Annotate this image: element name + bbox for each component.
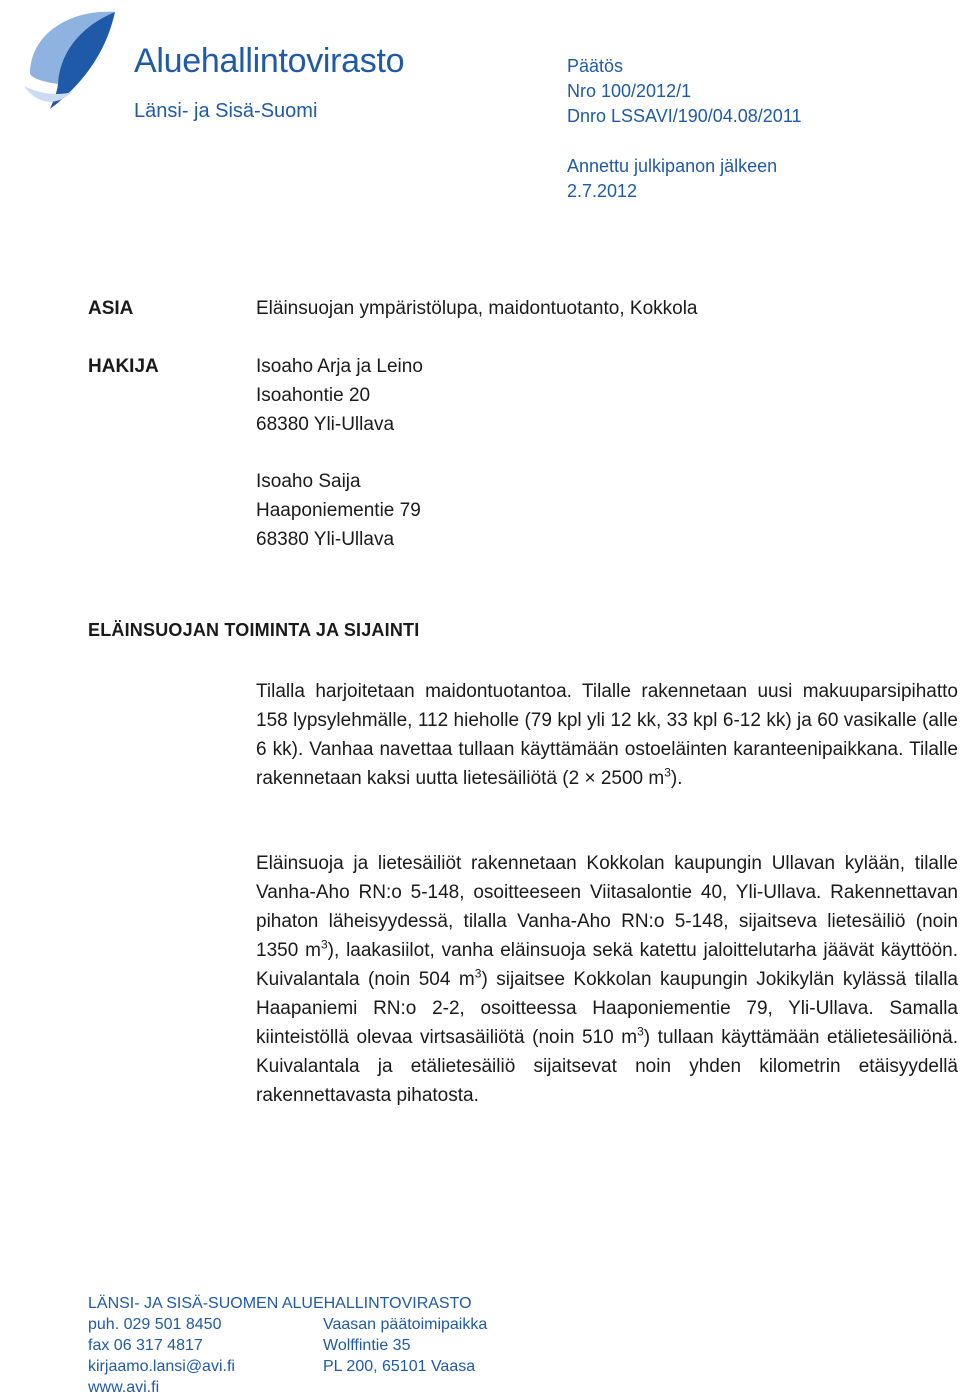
paragraph-1-end: ). bbox=[670, 768, 683, 789]
footer bbox=[88, 1293, 487, 1398]
applicant-1-name: Isoaho Arja ja Leino bbox=[256, 356, 423, 377]
applicant-1-city: 68380 Yli-Ullava bbox=[256, 414, 395, 435]
paragraph-1-text: Tilalla harjoitetaan maidontuotantoa. Tilalle rakennetaan uusi makuuparsipihatto 158 lypsylehmälle, 112 hieholle (79 kpl yli 12 kk, 33 kpl 6-12 kk) ja 60 vasikalle (alle 6 kk). Vanhaa navettaa tullaan käyttämään ostoeläinten karanteenipaikkana. Tilalle rakennetaan kaksi uutta lietesäiliötä (2 × 2500 m bbox=[256, 681, 958, 789]
footer-org: LÄNSI- JA SISÄ-SUOMEN ALUEHALLINTOVIRASTO bbox=[88, 1295, 472, 1312]
paragraph-1 bbox=[256, 677, 958, 793]
paragraph-2-text-c: ) sijaitsee Kokkolan kaupungin Jokikylän kylässä tilalla Haapaniemi RN:o 2-2, osoitteessa Haaponiementie 79, Yli-Ullava. Samalla kiinteistöllä olevaa virtsasäiliötä (noin 510 m bbox=[256, 969, 958, 1048]
document-meta bbox=[567, 54, 802, 204]
paragraph-2 bbox=[256, 849, 958, 1110]
footer-fax: fax 06 317 4817 bbox=[88, 1337, 203, 1354]
paragraph-2-text-b: ), laakasiilot, vanha eläinsuoja sekä katettu jaloittelutarha jäävät käyttöön. Kuivalantala (noin 504 m bbox=[256, 940, 958, 990]
footer-street: Wolffintie 35 bbox=[323, 1337, 411, 1354]
issued-date: 2.7.2012 bbox=[567, 181, 638, 201]
superscript: 3 bbox=[664, 765, 671, 780]
doc-type: Päätös bbox=[567, 56, 624, 76]
superscript: 3 bbox=[474, 966, 482, 981]
decision-number: Nro 100/2012/1 bbox=[567, 81, 692, 101]
applicant-1-street: Isoahontie 20 bbox=[256, 385, 371, 406]
avi-logo-icon bbox=[10, 4, 130, 124]
footer-office: Vaasan päätoimipaikka bbox=[323, 1316, 488, 1333]
region-name: Länsi- ja Sisä-Suomi bbox=[134, 100, 318, 122]
hakija-label: HAKIJA bbox=[88, 356, 159, 377]
section-heading: ELÄINSUOJAN TOIMINTA JA SIJAINTI bbox=[88, 620, 420, 640]
footer-email[interactable]: kirjaamo.lansi@avi.fi bbox=[88, 1358, 235, 1375]
logo-wordmark: Aluehallintovirasto bbox=[134, 42, 405, 80]
asia-label: ASIA bbox=[88, 298, 134, 319]
applicant-2-street: Haaponiementie 79 bbox=[256, 500, 421, 521]
superscript: 3 bbox=[637, 1024, 644, 1039]
paragraph-2-text-d: ) tullaan käyttämään etälietesäiliönä. Kuivalantala ja etälietesäiliö sijaitsevat noin yhden kilometrin etäisyydellä rakennettavasta pihatosta. bbox=[256, 1027, 958, 1106]
superscript: 3 bbox=[320, 937, 328, 952]
issued-label: Annettu julkipanon jälkeen bbox=[567, 156, 778, 176]
applicant-2 bbox=[256, 467, 421, 554]
dnro: Dnro LSSAVI/190/04.08/2011 bbox=[567, 106, 802, 126]
footer-web[interactable]: www.avi.fi bbox=[88, 1379, 160, 1396]
footer-phone: puh. 029 501 8450 bbox=[88, 1316, 222, 1333]
applicant-2-name: Isoaho Saija bbox=[256, 471, 361, 492]
asia-value: Eläinsuojan ympäristölupa, maidontuotanto, Kokkola bbox=[256, 298, 698, 319]
paragraph-2-text-a: Eläinsuoja ja lietesäiliöt rakennetaan Kokkolan kaupungin Ullavan kylään, tilalle Vanha-Aho RN:o 5-148, osoitteeseen Viitasalontie 40, Yli-Ullava. Rakennettavan pihaton läheisyydessä, tilalla Vanha-Aho RN:o 5-148, sijaitseva lietesäiliö (noin 1350 m bbox=[256, 853, 958, 961]
applicant-2-city: 68380 Yli-Ullava bbox=[256, 529, 395, 550]
footer-postbox: PL 200, 65101 Vaasa bbox=[323, 1358, 476, 1375]
applicant-1 bbox=[256, 352, 423, 439]
